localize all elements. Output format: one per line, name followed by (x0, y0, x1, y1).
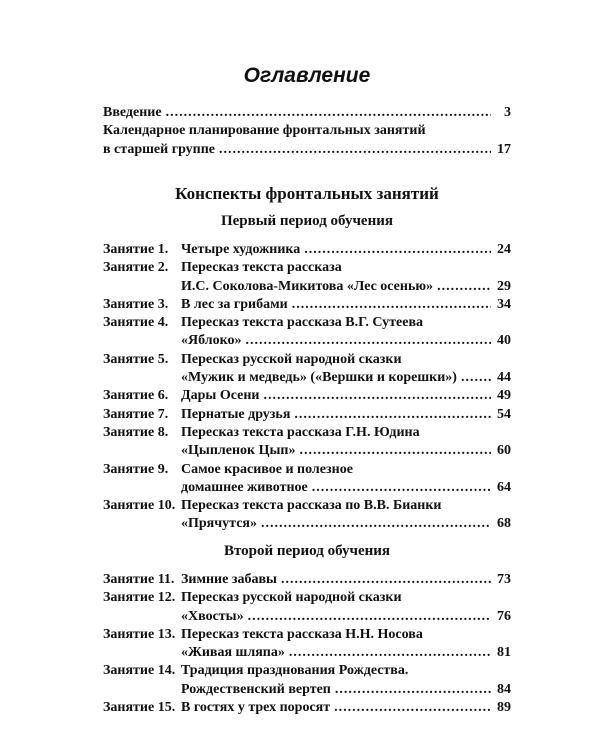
page-number: 89 (497, 700, 511, 716)
entry-label-spacer (103, 515, 181, 533)
entry-label-spacer (103, 369, 181, 387)
entry-title: Четыре художника (181, 242, 301, 257)
toc-line (103, 141, 511, 159)
period-heading: Второй период обучения (223, 543, 391, 559)
entry-title: Введение (103, 105, 162, 120)
toc-line (103, 589, 511, 607)
toc-line (103, 369, 511, 387)
toc-entry (103, 259, 511, 296)
entry-title: «Мужик и медведь» («Вершки и корешки») (181, 370, 457, 386)
entry-title: Рождественский вертеп (181, 681, 331, 697)
entry-label-spacer (103, 681, 181, 699)
page-number: 34 (497, 296, 511, 312)
entry-label: Занятие 6. (103, 388, 169, 404)
dot-leader (246, 332, 492, 350)
toc-line (103, 259, 511, 277)
entry-title: Пересказ русской народной сказки (181, 590, 402, 606)
entry-label: Занятие 15. (103, 700, 176, 716)
page-number: 68 (497, 516, 511, 532)
dot-leader (263, 387, 491, 405)
entry-label-spacer (103, 278, 181, 296)
entry-label: Занятие 12. (103, 590, 176, 606)
entry-title: Зимние забавы (181, 572, 277, 587)
dot-leader (335, 681, 491, 699)
toc-entry (103, 351, 511, 388)
section-heading: Конспекты фронтальных занятий (175, 184, 439, 203)
page-number: 60 (497, 443, 511, 459)
entry-label-spacer (103, 644, 181, 662)
entry-label: Занятие 7. (103, 406, 169, 422)
entry-label: Занятие 9. (103, 461, 169, 477)
entry-title: «Яблоко» (181, 333, 242, 349)
entry-label-spacer (103, 608, 181, 626)
toc-entry (103, 387, 511, 405)
toc-entry (103, 104, 511, 122)
page-number: 3 (504, 105, 511, 120)
page-number: 44 (497, 370, 511, 386)
dot-leader (334, 699, 491, 717)
toc-entry (103, 122, 511, 159)
entry-title: Пересказ текста рассказа Н.Н. Носова (181, 626, 423, 642)
toc-line (103, 296, 511, 314)
dot-leader (261, 515, 491, 533)
toc-entry (103, 626, 511, 663)
dot-leader (461, 369, 491, 387)
entry-title: Пересказ текста рассказа по В.В. Бианки (181, 498, 442, 514)
entry-label: Занятие 1. (103, 242, 169, 257)
toc-entry (103, 589, 511, 626)
entry-title: В лес за грибами (181, 296, 288, 312)
entry-label: Занятие 8. (103, 424, 169, 440)
toc-line (103, 479, 511, 497)
dot-leader (289, 644, 491, 662)
toc-line (103, 241, 511, 259)
entry-label-spacer (103, 332, 181, 350)
toc-line (103, 278, 511, 296)
dot-leader (281, 571, 491, 589)
entry-title: «Живая шляпа» (181, 645, 285, 661)
page-number: 76 (497, 608, 511, 624)
toc-line (103, 626, 511, 644)
page-number: 54 (497, 406, 511, 422)
page-number: 84 (497, 681, 511, 697)
toc-entry (103, 497, 511, 534)
toc-line (103, 332, 511, 350)
entry-title: Пересказ текста рассказа (181, 260, 342, 276)
dot-leader (292, 296, 491, 314)
entry-label-spacer (103, 442, 181, 460)
toc-line (103, 608, 511, 626)
entry-label-spacer (103, 479, 181, 497)
toc-line (103, 406, 511, 424)
toc-entry (103, 241, 511, 259)
entry-title: Пересказ русской народной сказки (181, 351, 402, 367)
toc-line (103, 461, 511, 479)
entry-title: Пересказ текста рассказа В.Г. Сутеева (181, 315, 424, 331)
toc-line (103, 515, 511, 533)
page-number: 24 (497, 242, 511, 257)
entry-label: Занятие 3. (103, 296, 169, 312)
entry-label: Занятие 13. (103, 626, 176, 642)
toc-entry (103, 424, 511, 461)
toc-line (103, 497, 511, 515)
toc-line (103, 424, 511, 442)
period-2-list (103, 571, 511, 717)
toc-entry (103, 406, 511, 424)
toc-line (103, 644, 511, 662)
entry-title: Календарное планирование фронтальных занятий (103, 123, 426, 139)
entry-label: Занятие 11. (103, 572, 175, 587)
toc-entry (103, 699, 511, 717)
page-title: Оглавление (243, 64, 371, 87)
entry-title: «Прячутся» (181, 516, 257, 532)
toc-line (103, 104, 511, 122)
dot-leader (166, 104, 491, 122)
period-heading: Первый период обучения (220, 213, 393, 229)
front-matter-list (103, 104, 511, 159)
toc-line (103, 122, 511, 140)
page-number: 49 (497, 388, 511, 404)
dot-leader (312, 479, 491, 497)
toc-line (103, 387, 511, 405)
toc-line (103, 681, 511, 699)
toc-entry (103, 296, 511, 314)
entry-label: Занятие 14. (103, 663, 176, 679)
entry-title: домашнее животное (181, 479, 308, 495)
dot-leader (437, 278, 491, 296)
entry-title: в старшей группе (103, 141, 216, 157)
toc-line (103, 351, 511, 369)
entry-title: Самое красивое и полезное (181, 461, 353, 477)
toc-line (103, 442, 511, 460)
page-number: 73 (497, 572, 511, 587)
dot-leader (248, 608, 491, 626)
dot-leader (219, 141, 491, 159)
dot-leader (304, 241, 491, 259)
toc-entry (103, 662, 511, 699)
toc-line (103, 662, 511, 680)
entry-title: Пересказ текста рассказа Г.Н. Юдина (181, 424, 420, 440)
entry-title: Пернатые друзья (181, 406, 291, 422)
entry-title: «Хвосты» (181, 608, 244, 624)
entry-title: В гостях у трех поросят (181, 700, 331, 716)
toc-entry (103, 461, 511, 498)
page-number: 64 (497, 479, 511, 495)
entry-title: Дары Осени (181, 388, 260, 404)
entry-title: Традиция празднования Рождества. (181, 663, 409, 679)
page-number: 17 (497, 141, 511, 157)
period-1-list (103, 241, 511, 534)
entry-title: И.С. Соколова-Микитова «Лес осенью» (181, 278, 434, 294)
dot-leader (299, 442, 491, 460)
dot-leader (294, 406, 491, 424)
toc-entry (103, 314, 511, 351)
page-number: 40 (497, 333, 511, 349)
toc-line (103, 699, 511, 717)
entry-label: Занятие 10. (103, 498, 176, 514)
entry-label: Занятие 5. (103, 351, 169, 367)
entry-label: Занятие 2. (103, 260, 169, 276)
page-number: 29 (497, 278, 511, 294)
entry-label: Занятие 4. (103, 315, 169, 331)
entry-title: «Цыпленок Цып» (181, 443, 296, 459)
toc-line (103, 314, 511, 332)
toc-entry (103, 571, 511, 589)
toc-line (103, 571, 511, 589)
page-number: 81 (497, 645, 511, 661)
